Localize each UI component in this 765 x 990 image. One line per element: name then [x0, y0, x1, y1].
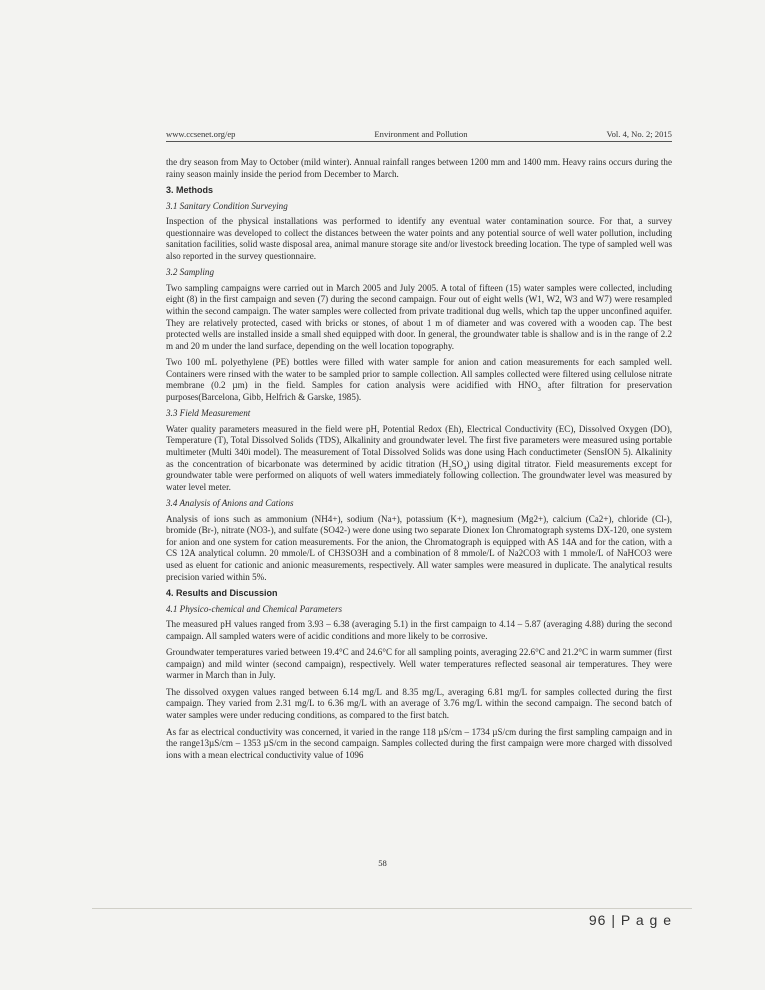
paragraph-3-3-part2: ) using digital titrator. Field measurements except for groundwater table were performed on aliquots of well waters immediately following collection. The groundwater level was measured by water level meter.	[166, 458, 672, 492]
paragraph-3-2-b-part1: Two 100 mL polyethylene (PE) bottles were filled with water sample for anion and cation measurements for each sampled well. Containers were rinsed with the water to be sampled prior to sample collection. All samples collected were filtered using cellulose nitrate membrane (0.2 µm) in the field. Samples for cation analysis were acidified with HNO	[166, 357, 672, 391]
h2so4-sub-2: 2	[448, 464, 452, 472]
paragraph-4-1-c: The dissolved oxygen values ranged between 6.14 mg/L and 8.35 mg/L, averaging 6.81 mg/L for samples collected during the first campaign. They varied from 2.31 mg/L to 6.36 mg/L with an average of 3.76 mg/L within the second campaign. The second batch of water samples were under reducing conditions, as compared to the first batch.	[166, 686, 672, 720]
paragraph-3-3	[166, 424, 672, 493]
subsection-heading-3-4: 3.4 Analysis of Anions and Cations	[166, 498, 294, 509]
paragraph-4-1-a: The measured pH values ranged from 3.93 – 6.38 (averaging 5.1) in the first campaign to 4.14 – 5.87 (averaging 4.88) during the second campaign. All sampled waters were of acidic conditions and more likely to be corrosive.	[166, 619, 672, 641]
subsection-heading-3-2: 3.2 Sampling	[166, 267, 214, 278]
paragraph-3-3-part1: Water quality parameters measured in the field were pH, Potential Redox (Eh), Electrical Conductivity (EC), Dissolved Oxygen (DO), Temperature (T), Total Dissolved Solids (TDS), Alkalinity and groundwater level. The first five parameters were measured using portable multimeter (Multi 340i model). The measurement of Total Dissolved Solids was done using Hach conductimeter (SensION 5). Alkalinity as the concentration of bicarbonate was determined by acidic titration (H	[166, 423, 672, 469]
h2so4-sub-4: 4	[463, 464, 467, 472]
paragraph-4-1-b: Groundwater temperatures varied between 19.4°C and 24.6°C for all sampling points, averaging 22.6°C and 21.2°C in warm summer (first campaign) and mild winter (second campaign), respectively. Well water temperatures reflected seasonal air temperatures. They were warmer in March than in July.	[166, 647, 672, 681]
subsection-heading-3-1: 3.1 Sanitary Condition Surveying	[166, 200, 288, 211]
header-journal: Environment and Pollution	[374, 129, 468, 139]
subsection-heading-3-3: 3.3 Field Measurement	[166, 408, 251, 419]
footer-page-label: 96 | P a g e	[588, 912, 672, 928]
paragraph-3-2-a: Two sampling campaigns were carried out in March 2005 and July 2005. A total of fifteen (15) water samples were collected, including eight (8) in the first campaign and seven (7) during the second campaign. Four out of eight wells (W1, W2, W3 and W7) were resampled within the second campaign. The water samples were collected from private traditional dug wells, which tap the upper unconfined aquifer. They are relatively protected, cased with bricks or stones, of about 1 m of diameter and was covered with a wooden cap. The best protected wells are installed inside a small shed equipped with door. In general, the groundwater table is shallow and is in the range of 2.2 m and 20 m under the land surface, depending on the well location topography.	[166, 282, 672, 351]
body-text	[166, 157, 672, 766]
subsection-heading-4-1: 4.1 Physico-chemical and Chemical Parameters	[166, 603, 343, 614]
paragraph-3-4: Analysis of ions such as ammonium (NH4+), sodium (Na+), potassium (K+), magnesium (Mg2+), calcium (Ca2+), chloride (Cl-), bromide (Br-), nitrate (NO3-), and sulfate (SO42-) were done using two separate Dionex Ion Chromatograph systems DX-120, one system for anion and one system for cation measurements. For the anion, the Chromatograph is equipped with AS 14A and for the cation, with a CS 12A analytical column. 20 mmole/L of CH3SO3H and a combination of 8 mmole/L of Na2CO3 with 1 mmole/L of NaHCO3 were used as eluent for cationic and anionic measurements, respectively. All water samples were measured in duplicate. The analytical results precision varied within 5%.	[166, 513, 672, 582]
paragraph-3-2-b	[166, 357, 672, 403]
footer-divider	[92, 908, 692, 909]
intro-paragraph: the dry season from May to October (mild winter). Annual rainfall ranges between 1200 mm and 1400 mm. Heavy rains occurs during the rainy season mainly inside the period from December to March.	[166, 157, 672, 179]
hno3-subscript: 3	[537, 386, 541, 394]
paragraph-3-2-b-part2: after filtration for preservation purposes(Barcelona, Gibb, Helfrich & Garske, 1985).	[166, 380, 673, 402]
page-number: 58	[378, 858, 387, 868]
paragraph-3-1: Inspection of the physical installations was performed to identify any eventual water contamination source. For that, a survey questionnaire was developed to collect the distances between the water points and any potential source of well water pollution, including sanitation facilities, solid waste disposal area, animal manure storage site and/or livestock breeding location. The type of sampled well was also reported in the survey questionnaire.	[166, 216, 672, 261]
h2so4-so: SO	[451, 458, 464, 469]
header-website: www.ccsenet.org/ep	[166, 129, 236, 139]
paragraph-4-1-d: As far as electrical conductivity was concerned, it varied in the range 118 µS/cm – 1734 µS/cm during the first sampling campaign and in the range13µS/cm – 1353 µS/cm in the second campaign. Samples collected during the first campaign were more charged with dissolved ions with a mean electrical conductivity value of 1096	[166, 726, 672, 760]
running-header	[166, 129, 672, 142]
header-volume: Vol. 4, No. 2; 2015	[606, 129, 672, 139]
section-heading-results: 4. Results and Discussion	[166, 588, 278, 599]
section-heading-methods: 3. Methods	[166, 185, 214, 196]
